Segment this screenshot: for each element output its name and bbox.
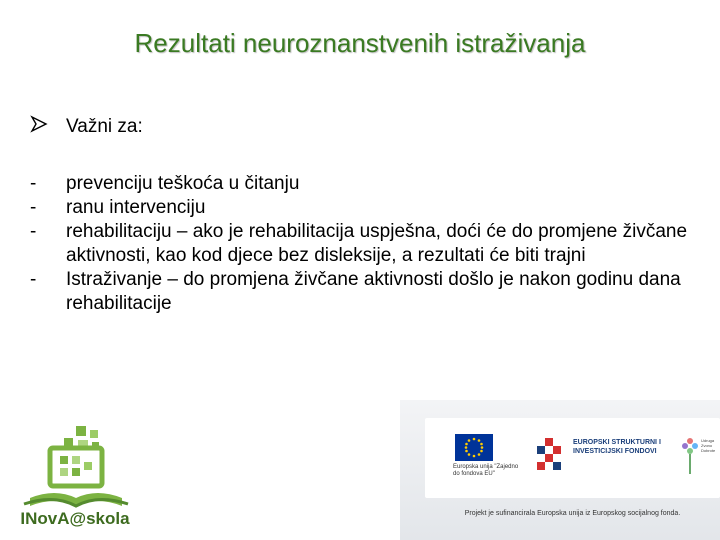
list-item <box>30 196 690 220</box>
bullet-marker: - <box>30 269 37 290</box>
bullet-marker: - <box>30 173 37 194</box>
lead-text: Važni za: <box>66 116 143 137</box>
bullet-text: ranu intervenciju <box>66 197 206 218</box>
slide-title: Rezultati neuroznanstvenih istraživanja <box>134 28 586 58</box>
list-item <box>30 220 690 268</box>
laptop-book-logo-icon <box>10 420 140 530</box>
arrow-bullet-icon <box>30 115 52 139</box>
funding-logos-panel <box>425 418 720 498</box>
bullet-marker: - <box>30 197 37 218</box>
flower-logo-icon <box>679 432 701 478</box>
bullet-list <box>30 172 690 316</box>
inova-skola-logo <box>10 420 140 530</box>
list-item <box>30 172 690 196</box>
lead-line <box>30 115 143 139</box>
bullet-marker: - <box>30 221 37 242</box>
list-item <box>30 268 690 316</box>
esif-checker-icon <box>535 438 565 474</box>
eu-flag-icon <box>455 434 493 461</box>
logo-text: INovA@skola <box>20 509 130 528</box>
eu-funding-banner <box>400 400 720 540</box>
esif-caption: EUROPSKI STRUKTURNI I INVESTICIJSKI FONDOVI <box>573 439 661 455</box>
bullet-text: Istraživanje – do promjena živčane aktivnosti došlo je nakon godinu dana rehabilitacije <box>66 269 681 314</box>
bullet-text: rehabilitaciju – ako je rehabilitacija uspješna, doći će do promjene živčane aktivnosti, kao kod djece bez disleksije, a rezultati će biti trajni <box>66 221 688 266</box>
eu-caption: Europska unija "Zajedno do fondova EU" <box>453 464 519 477</box>
flower-caption: Udruga Zvono Dobrote <box>701 438 716 453</box>
funding-footer-text: Projekt je sufinancirala Europska unija iz Europskog socijalnog fonda. <box>464 510 681 517</box>
bullet-text: prevenciju teškoća u čitanju <box>66 173 300 194</box>
